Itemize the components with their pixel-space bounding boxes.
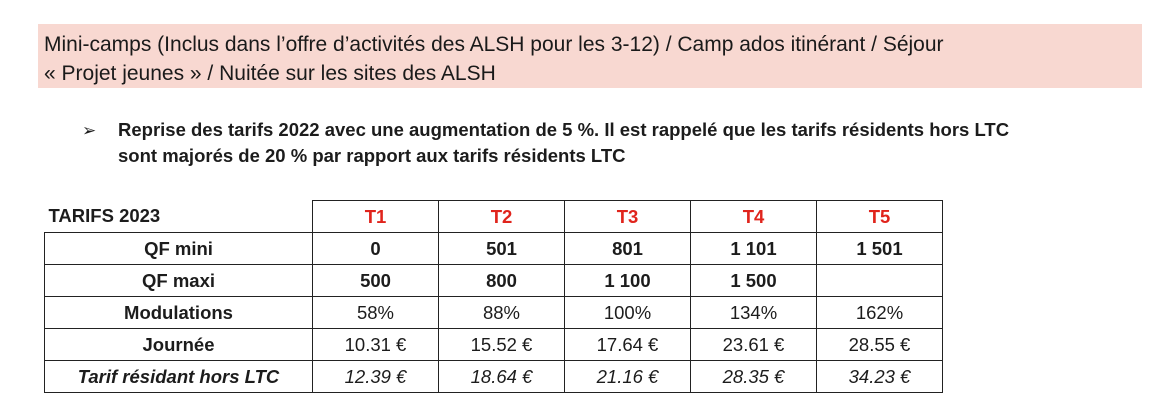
table-cell: [817, 265, 943, 297]
bullet-paragraph: [118, 117, 1108, 169]
table-cell: 34.23 €: [817, 361, 943, 393]
table-cell: 1 101: [691, 233, 817, 265]
column-header-t1: T1: [313, 201, 439, 233]
row-label: Journée: [45, 329, 313, 361]
column-header-t4: T4: [691, 201, 817, 233]
section-title: [44, 30, 1134, 88]
bullet-line-1: Reprise des tarifs 2022 avec une augmentation de 5 %. Il est rappelé que les tarifs résidents hors LTC: [118, 119, 1010, 140]
table-row-qf-mini: [45, 233, 943, 265]
column-header-t2: T2: [439, 201, 565, 233]
table-cell: 100%: [565, 297, 691, 329]
table-header-row: [45, 201, 943, 233]
table-cell: 15.52 €: [439, 329, 565, 361]
table-cell: 800: [439, 265, 565, 297]
table-cell: 12.39 €: [313, 361, 439, 393]
table-cell: 1 100: [565, 265, 691, 297]
arrow-bullet-icon: ➢: [82, 121, 97, 140]
bullet-line-2: sont majorés de 20 % par rapport aux tarifs résidents LTC: [118, 145, 626, 166]
table-cell: 18.64 €: [439, 361, 565, 393]
table-row-qf-maxi: [45, 265, 943, 297]
table-cell: 28.55 €: [817, 329, 943, 361]
table-row-journee: [45, 329, 943, 361]
table-cell: 134%: [691, 297, 817, 329]
table-cell: 88%: [439, 297, 565, 329]
section-title-line-2: « Projet jeunes » / Nuitée sur les sites des ALSH: [44, 62, 496, 85]
table-cell: 10.31 €: [313, 329, 439, 361]
table-cell: 801: [565, 233, 691, 265]
row-label: Tarif résidant hors LTC: [45, 361, 313, 393]
tarifs-table: [44, 200, 943, 393]
table-row-tarif-hors-ltc: [45, 361, 943, 393]
row-label: QF maxi: [45, 265, 313, 297]
table-row-modulations: [45, 297, 943, 329]
table-cell: 501: [439, 233, 565, 265]
column-header-t3: T3: [565, 201, 691, 233]
table-cell: 500: [313, 265, 439, 297]
table-cell: 21.16 €: [565, 361, 691, 393]
table-cell: 0: [313, 233, 439, 265]
table-cell: 162%: [817, 297, 943, 329]
column-header-t5: T5: [817, 201, 943, 233]
section-title-line-1: Mini-camps (Inclus dans l’offre d’activités des ALSH pour les 3-12) / Camp ados itinérant / Séjour: [44, 33, 944, 56]
table-cell: 28.35 €: [691, 361, 817, 393]
table-cell: 1 501: [817, 233, 943, 265]
table-cell: 1 500: [691, 265, 817, 297]
table-cell: 23.61 €: [691, 329, 817, 361]
table-corner-label: TARIFS 2023: [45, 201, 313, 233]
table-cell: 17.64 €: [565, 329, 691, 361]
row-label: QF mini: [45, 233, 313, 265]
row-label: Modulations: [45, 297, 313, 329]
table-cell: 58%: [313, 297, 439, 329]
